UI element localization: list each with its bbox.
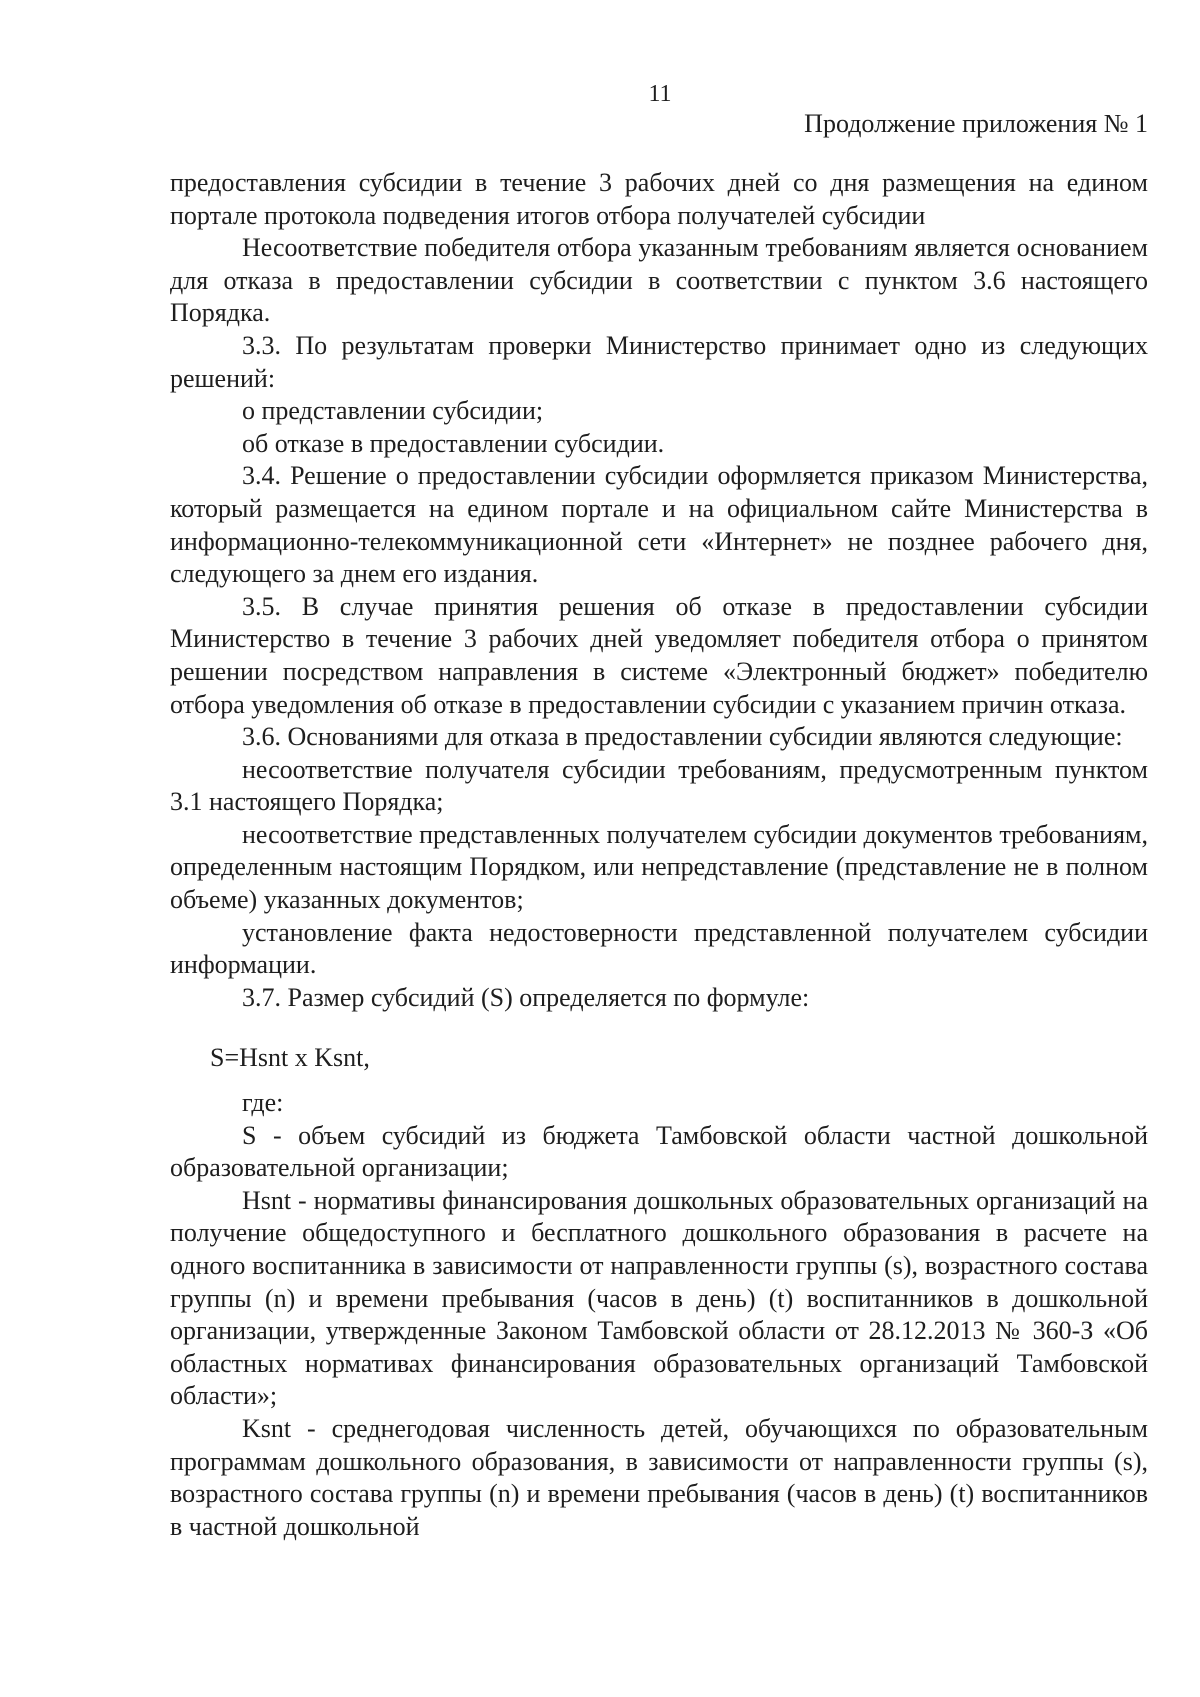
decision-option-grant: о представлении субсидии;: [242, 396, 544, 426]
decision-option-refusal: об отказе в предоставлении субсидии.: [242, 428, 665, 458]
appendix-note: Продолжение приложения № 1: [804, 109, 1148, 138]
page-number: 11: [648, 81, 672, 107]
document-body: [170, 167, 1148, 1543]
refusal-ground-2: несоответствие представленных получателем субсидии документов требованиям, определенным настоящим Порядком, или непредставление (представление не в полном объеме) указанных документов;: [170, 819, 1148, 915]
definition-s: S - объем субсидий из бюджета Тамбовской области частной дошкольной образовательной организации;: [170, 1120, 1148, 1183]
definition-ksnt: Ksnt - среднегодовая численность детей, обучающихся по образовательным программам дошкольного образования, в зависимости от направленности группы (s), возрастного состава группы (n) и времени пребывания (часов в день) (t) воспитанников в частной дошкольной: [170, 1413, 1148, 1541]
paragraph-3-6: 3.6. Основаниями для отказа в предоставлении субсидии являются следующие:: [242, 722, 1123, 752]
paragraph-3-3: 3.3. По результатам проверки Министерство принимает одно из следующих решений:: [170, 330, 1148, 393]
subsidy-formula: S=Hsnt x Ksnt,: [210, 1043, 370, 1073]
paragraph-noncompliance: Несоответствие победителя отбора указанным требованиям является основанием для отказа в предоставлении субсидии в соответствии с пунктом 3.6 настоящего Порядка.: [170, 233, 1148, 328]
paragraph-3-7: 3.7. Размер субсидий (S) определяется по формуле:: [242, 982, 810, 1012]
refusal-ground-1: несоответствие получателя субсидии требованиям, предусмотренным пунктом 3.1 настоящего Порядка;: [170, 754, 1148, 817]
refusal-ground-3: установление факта недостоверности представленной получателем субсидии информации.: [170, 917, 1148, 980]
paragraph-3-5: 3.5. В случае принятия решения об отказе в предоставлении субсидии Министерство в течение 3 рабочих дней уведомляет победителя отбора о принятом решении посредством направления в системе «Электронный бюджет» победителю отбора уведомления об отказе в предоставлении субсидии с указанием причин отказа.: [170, 591, 1148, 719]
paragraph-continuation: предоставления субсидии в течение 3 рабочих дней со дня размещения на едином портале протокола подведения итогов отбора получателей субсидии: [170, 168, 1148, 230]
definition-hsnt: Hsnt - нормативы финансирования дошкольных образовательных организаций на получение общедоступного и бесплатного дошкольного образования в расчете на одного воспитанника в зависимости от направленности группы (s), возрастного состава группы (n) и времени пребывания (часов в день) (t) воспитанников в дошкольной организации, утвержденные Законом Тамбовской области от 28.12.2013 № 360-З «Об областных нормативах финансирования образовательных организаций Тамбовской области»;: [170, 1185, 1148, 1411]
definition-where: где:: [242, 1088, 284, 1118]
paragraph-3-4: 3.4. Решение о предоставлении субсидии оформляется приказом Министерства, который размещается на едином портале и на официальном сайте Министерства в информационно-телекоммуникационной сети «Интернет» не позднее рабочего дня, следующего за днем его издания.: [170, 461, 1148, 589]
